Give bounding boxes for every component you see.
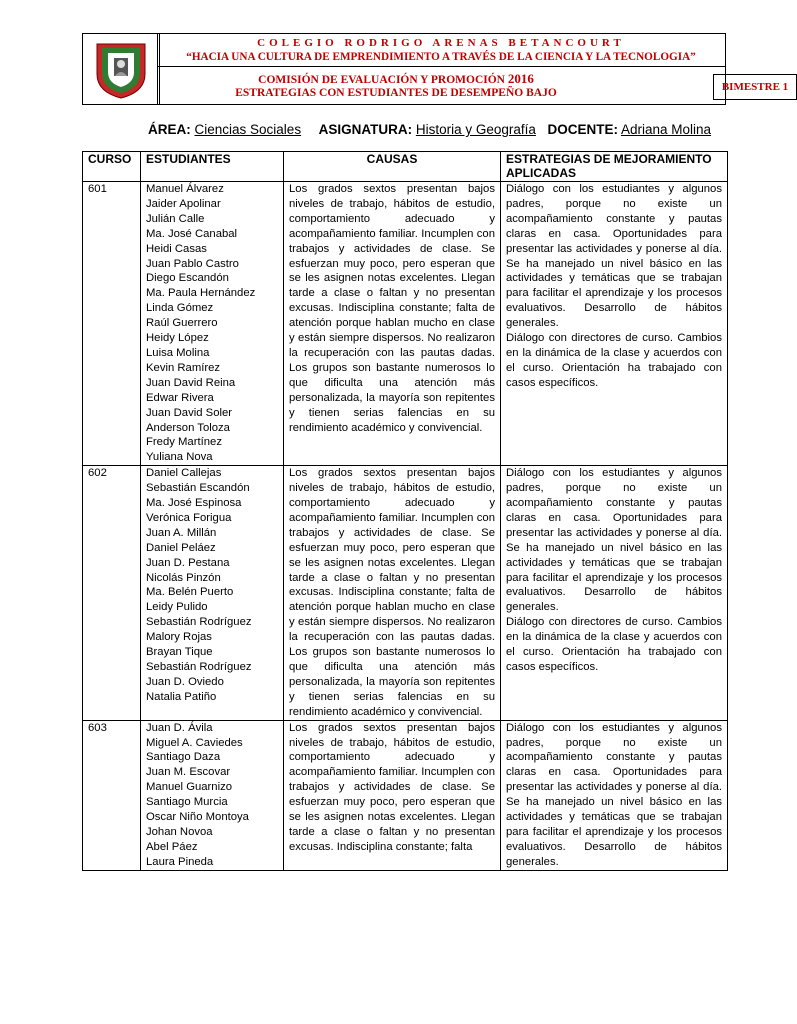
school-motto: “HACIA UNA CULTURA DE EMPRENDIMIENTO A TRAVÉS DE LA CIENCIA Y LA TECNOLOGIA” [186, 51, 696, 63]
subject-label: ASIGNATURA: [318, 122, 413, 137]
subject-info-line [148, 122, 711, 137]
student-name: Raúl Guerrero [146, 317, 218, 330]
student-name: Miguel A. Caviedes [146, 736, 243, 749]
student-name: Ma. José Canabal [146, 227, 238, 240]
commission-text: COMISIÓN DE EVALUACIÓN Y PROMOCIÓN [258, 74, 505, 86]
course-cell: 601 [83, 182, 141, 466]
header-text-area [157, 34, 789, 104]
area-label: ÁREA: [148, 122, 191, 137]
student-name: Jaider Apolinar [146, 197, 221, 210]
causes-cell: Los grados sextos presentan bajos niveles de trabajo, hábitos de estudio, comportamiento adecuado y acompañamiento familiar. Incumplen con trabajos y actividades de clase. Se esfuerzan muy poco, pero esperan que se les asignen notas excelentes. Llegan tarde a clase o faltan y no presentan excusas. Indisciplina constante; falta [284, 720, 501, 870]
school-crest-logo [93, 38, 149, 100]
student-name: Juan D. Ávila [146, 721, 213, 734]
header-causes: CAUSAS [284, 152, 501, 182]
strategies-text-2: Diálogo con directores de curso. Cambios en la dinámica de la clase y acuerdos con el curso. Orientación ha trabajado con casos específicos. [506, 616, 722, 673]
student-name: Natalia Patiño [146, 690, 217, 703]
student-name: Ma. Belén Puerto [146, 586, 234, 599]
student-name: Juan A. Millán [146, 526, 217, 539]
students-cell [141, 720, 284, 870]
table-row [83, 466, 728, 720]
teacher-label: DOCENTE: [547, 122, 618, 137]
student-name: Julián Calle [146, 212, 205, 225]
student-name: Fredy Martínez [146, 436, 222, 449]
student-name: Nicolás Pinzón [146, 571, 221, 584]
student-name: Brayan Tique [146, 646, 213, 659]
strategies-text-2: Diálogo con directores de curso. Cambios en la dinámica de la clase y acuerdos con el curso. Orientación ha trabajado con casos específicos. [506, 332, 722, 389]
student-name: Ma. Paula Hernández [146, 287, 256, 300]
header-course: CURSO [83, 152, 141, 182]
student-name: Linda Gómez [146, 302, 214, 315]
student-name: Luisa Molina [146, 346, 210, 359]
student-name: Manuel Álvarez [146, 183, 224, 195]
student-name: Sebastián Rodríguez [146, 616, 252, 629]
course-cell: 603 [83, 720, 141, 870]
header-divider [157, 66, 725, 67]
causes-cell: Los grados sextos presentan bajos niveles de trabajo, hábitos de estudio, comportamiento adecuado y acompañamiento familiar. Incumplen con trabajos y actividades de clase. Se esfuerzan muy poco, pero esperan que se les asignen notas excelentes. Llegan tarde a clase o faltan y no presentan excusas. Indisciplina constante; falta de atención porque hablan mucho en clase y están siempre dispersos. No realizaron la recuperación con las pautas dadas. Los grupos son bastante numerosos lo que dificulta una atención más personalizada, la mayoría son repitentes y tienen serias falencias en su rendimiento académico y convivencial. [284, 182, 501, 466]
strategies-cell [501, 182, 728, 466]
student-name: Juan D. Pestana [146, 556, 230, 569]
subject-value: Historia y Geografía [415, 122, 536, 137]
commission-title [157, 71, 635, 87]
logo-cell [83, 34, 160, 104]
table-row [83, 720, 728, 870]
strategies-text: Diálogo con los estudiantes y algunos padres, porque no existe un acompañamiento constante y pautas claras en casa. Oportunidades para presentar las actividades y ponerse al día. Se ha manejado un nivel básico en las actividades y temáticas que se trabajan para facilitar el aprendizaje y los procesos evaluativos. Desarrollo de hábitos generales. [506, 467, 722, 614]
student-name: Heidi Casas [146, 242, 207, 255]
student-name: Kevin Ramírez [146, 361, 221, 374]
term-badge: BIMESTRE 1 [713, 74, 797, 100]
student-name: Juan M. Escovar [146, 766, 231, 779]
course-cell: 602 [83, 466, 141, 720]
students-cell [141, 466, 284, 720]
strategies-text: Diálogo con los estudiantes y algunos padres, porque no existe un acompañamiento constante y pautas claras en casa. Oportunidades para presentar las actividades y ponerse al día. Se ha manejado un nivel básico en las actividades y temáticas que se trabajan para facilitar el aprendizaje y los procesos evaluativos. Desarrollo de hábitos generales. [506, 183, 722, 330]
student-name: Verónica Forigua [146, 511, 232, 524]
student-name: Oscar Niño Montoya [146, 811, 249, 824]
strategies-cell: Diálogo con los estudiantes y algunos padres, porque no existe un acompañamiento constante y pautas claras en casa. Oportunidades para presentar las actividades y ponerse al día. Se ha manejado un nivel básico en las actividades y temáticas que se trabajan para facilitar el aprendizaje y los procesos evaluativos. Desarrollo de hábitos generales. [501, 720, 728, 870]
strategies-cell [501, 466, 728, 720]
student-name: Johan Novoa [146, 825, 213, 838]
students-cell [141, 182, 284, 466]
student-name: Anderson Toloza [146, 421, 230, 434]
teacher-value: Adriana Molina [620, 122, 712, 137]
student-name: Sebastián Escandón [146, 482, 250, 495]
student-name: Edwar Rivera [146, 391, 214, 404]
document-subtitle: ESTRATEGIAS CON ESTUDIANTES DE DESEMPEÑO BAJO [235, 87, 557, 99]
student-name: Juan David Reina [146, 376, 236, 389]
student-name: Santiago Daza [146, 751, 221, 764]
commission-year: 2016 [507, 71, 534, 86]
student-name: Abel Páez [146, 840, 198, 853]
header-students: ESTUDIANTES [141, 152, 284, 182]
student-name: Sebastián Rodríguez [146, 661, 252, 673]
student-name: Juan David Soler [146, 406, 233, 419]
students-table [82, 151, 728, 871]
student-name: Juan Pablo Castro [146, 257, 239, 270]
table-row [83, 182, 728, 466]
document-header [82, 33, 789, 105]
student-name: Ma. José Espinosa [146, 497, 242, 510]
student-name: Juan D. Oviedo [146, 675, 224, 688]
student-name: Yuliana Nova [146, 451, 213, 464]
school-name: COLEGIO RODRIGO ARENAS BETANCOURT [257, 37, 625, 49]
student-name: Santiago Murcia [146, 796, 228, 809]
student-name: Daniel Callejas [146, 467, 222, 480]
student-name: Heidy López [146, 332, 209, 345]
student-name: Malory Rojas [146, 631, 212, 644]
student-name: Laura Pineda [146, 855, 214, 868]
student-name: Daniel Peláez [146, 541, 216, 554]
student-name: Manuel Guarnizo [146, 781, 233, 794]
student-name: Leidy Pulido [146, 601, 208, 614]
header-strategies: ESTRATEGIAS DE MEJORAMIENTO APLICADAS [501, 152, 728, 182]
table-header-row [83, 152, 728, 182]
student-name: Diego Escandón [146, 272, 229, 285]
causes-cell: Los grados sextos presentan bajos niveles de trabajo, hábitos de estudio, comportamiento adecuado y acompañamiento familiar. Incumplen con trabajos y actividades de clase. Se esfuerzan muy poco, pero esperan que se les asignen notas excelentes. Llegan tarde a clase o faltan y no presentan excusas. Indisciplina constante; falta de atención porque hablan mucho en clase y están siempre dispersos. No realizaron la recuperación con las pautas dadas. Los grupos son bastante numerosos lo que dificulta una atención más personalizada, la mayoría son repitentes y tienen serias falencias en su rendimiento académico y convivencial. [284, 466, 501, 720]
area-value: Ciencias Sociales [194, 122, 302, 137]
